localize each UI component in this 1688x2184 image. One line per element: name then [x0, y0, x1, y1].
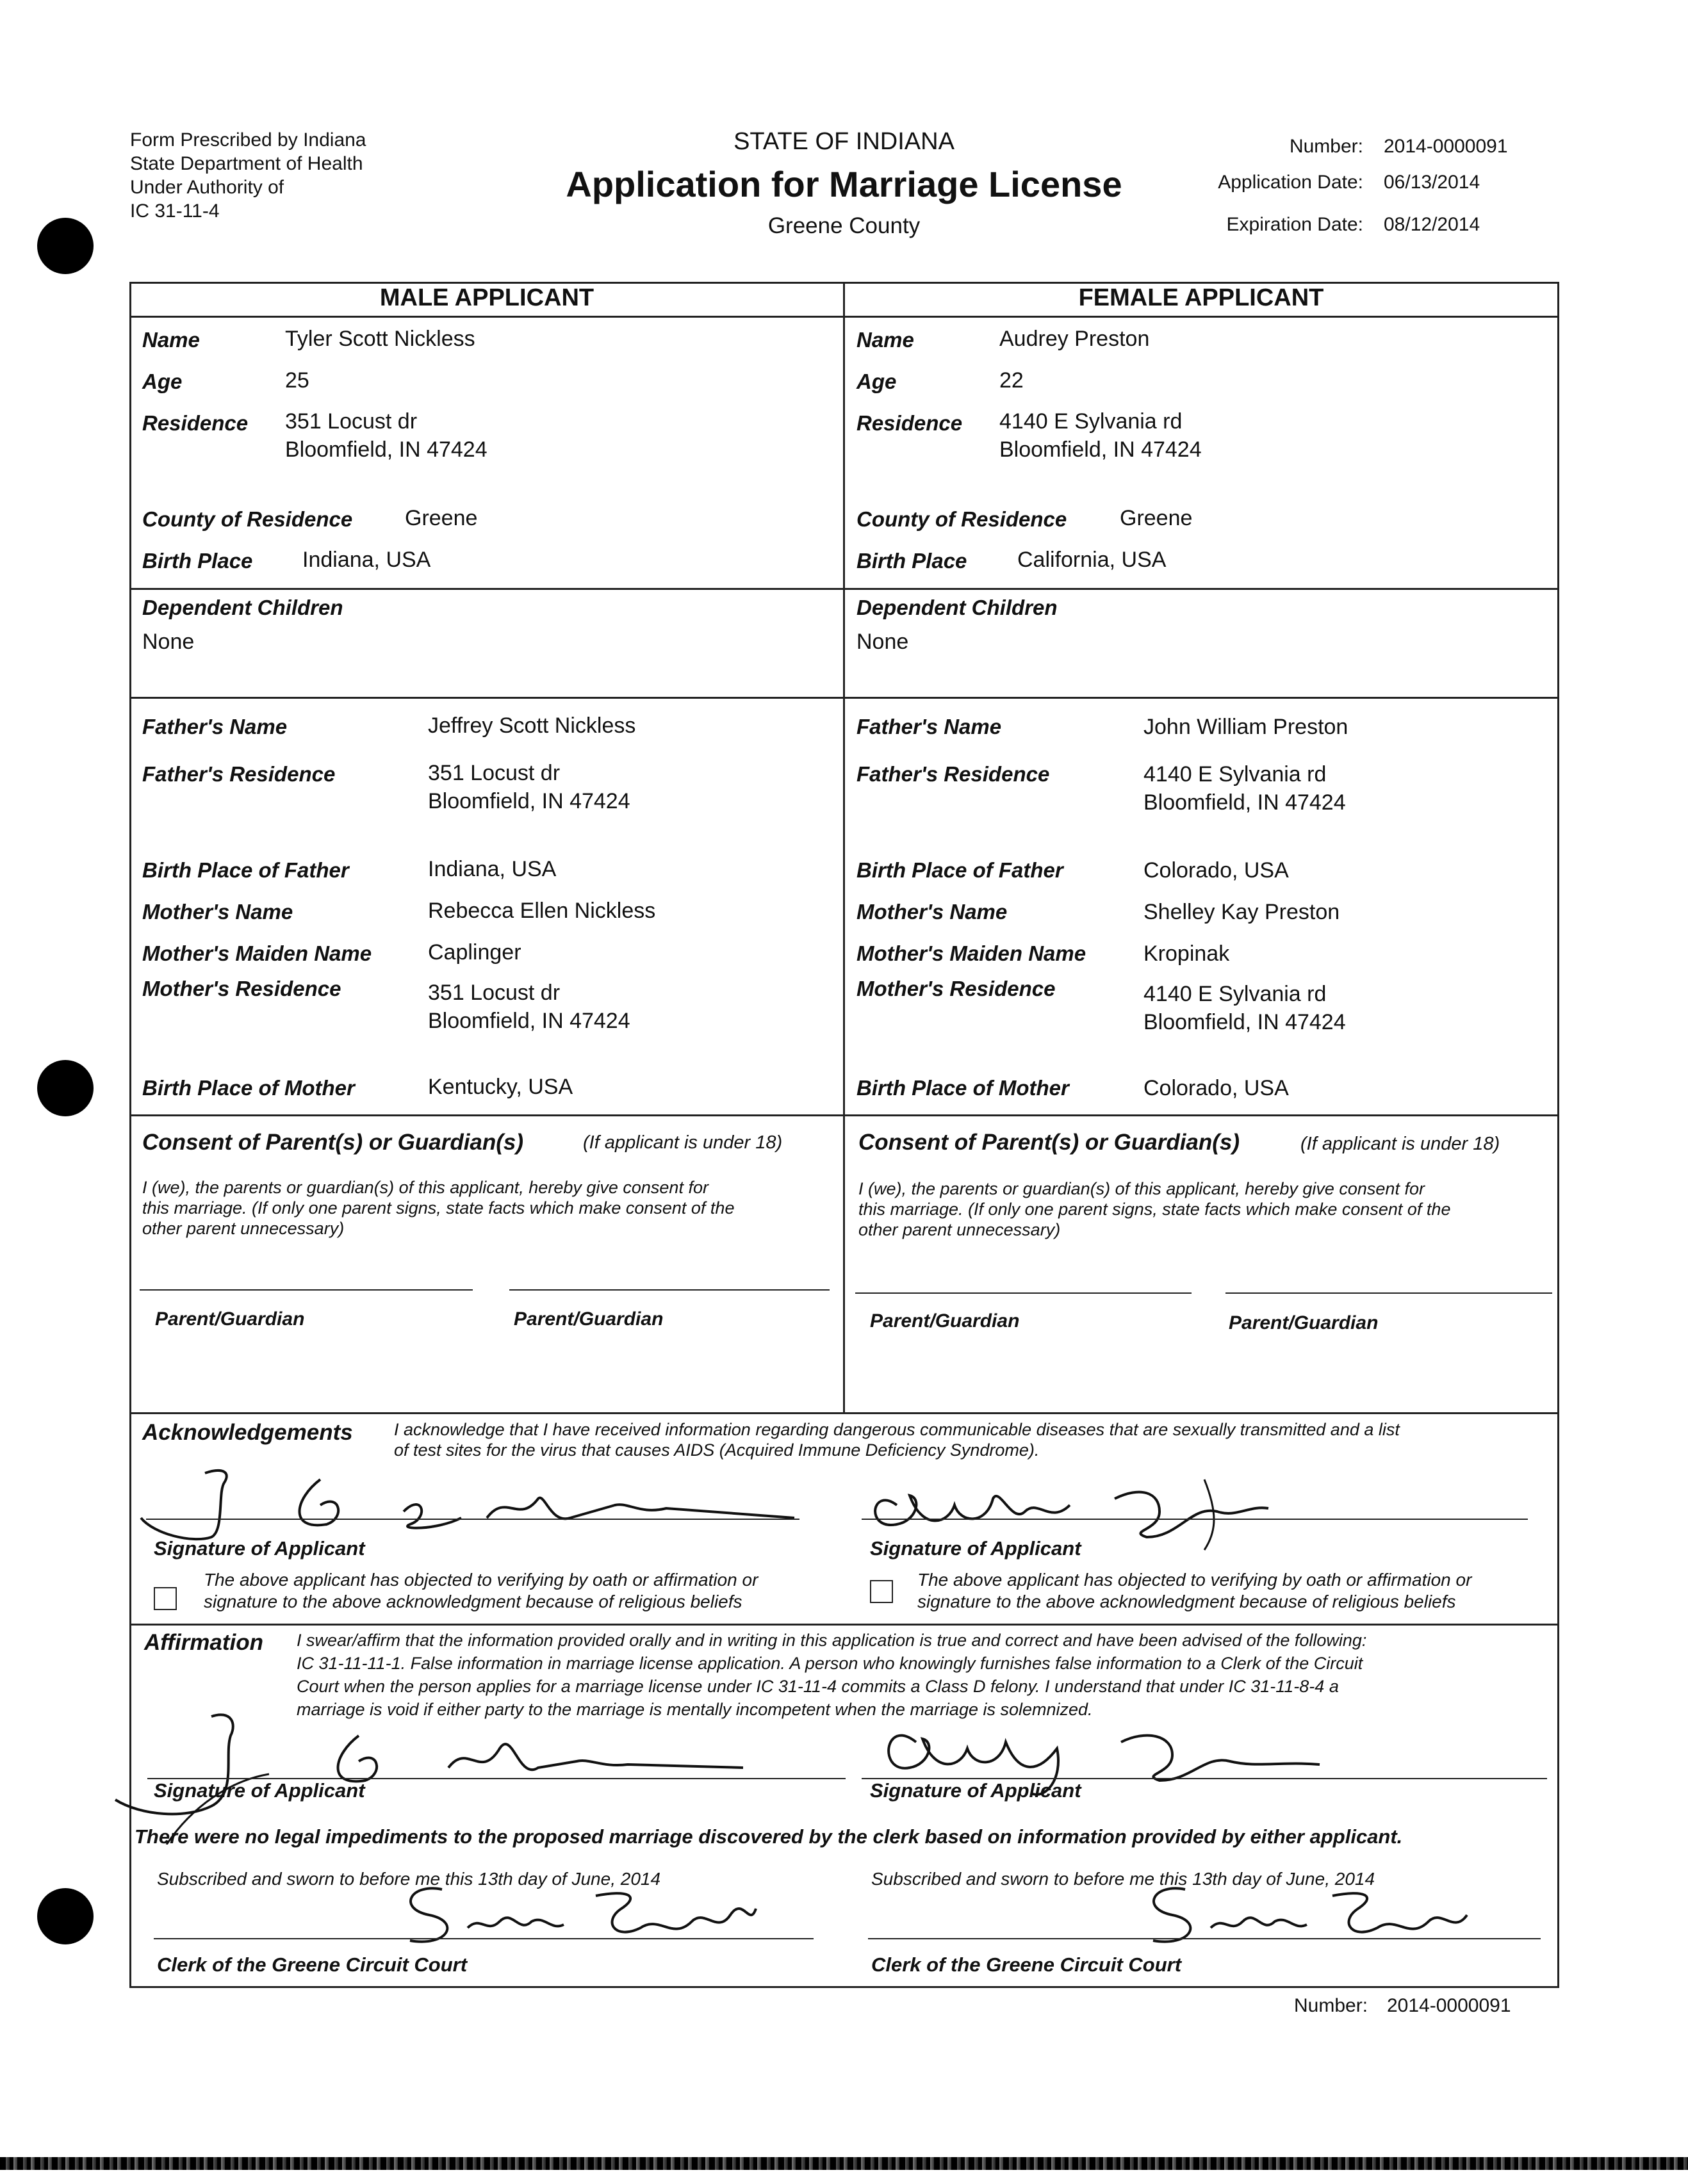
address-line: 351 Locust dr	[285, 409, 418, 434]
female-mother-res	[1143, 980, 1346, 1036]
female-aff-sig-caption: Signature of Applicant	[870, 1779, 1081, 1802]
male-consent-title: Consent of Parent(s) or Guardian(s)	[142, 1130, 524, 1155]
prescribed-line: Under Authority of	[130, 177, 284, 198]
address-line: Bloomfield, IN 47424	[1143, 790, 1346, 815]
male-dependents: None	[142, 630, 195, 654]
male-mother-res-label: Mother's Residence	[142, 977, 341, 1000]
female-parent-guardian-1: Parent/Guardian	[870, 1310, 1020, 1332]
male-father-birth-label: Birth Place of Father	[142, 858, 349, 882]
female-mother-label: Mother's Name	[856, 900, 1008, 924]
male-objection-text	[204, 1569, 758, 1613]
male-name-label: Name	[142, 328, 200, 352]
address-line: 4140 E Sylvania rd	[1143, 982, 1327, 1006]
address-line: 4140 E Sylvania rd	[999, 409, 1183, 434]
prescribed-line: IC 31-11-4	[130, 200, 220, 222]
male-mother-birth: Kentucky, USA	[428, 1075, 573, 1099]
divider	[129, 1624, 1559, 1626]
affirmation-title: Affirmation	[144, 1630, 264, 1655]
male-father: Jeffrey Scott Nickless	[428, 713, 636, 738]
female-mother: Shelley Kay Preston	[1143, 900, 1340, 924]
male-mother-birth-label: Birth Place of Mother	[142, 1076, 355, 1100]
affirmation-line: IC 31-11-11-1. False information in marriage license application. A person who knowingly furnishes false information to a Clerk of the Circuit	[297, 1654, 1363, 1673]
prescribed-line: State Department of Health	[130, 153, 363, 174]
male-county-label: County of Residence	[142, 507, 353, 531]
app-date-value: 06/13/2014	[1384, 172, 1480, 193]
address-line: 4140 E Sylvania rd	[1143, 762, 1327, 786]
female-father-res	[1143, 760, 1346, 817]
male-mother-res	[428, 979, 630, 1035]
female-clerk-caption: Clerk of the Greene Circuit Court	[871, 1953, 1182, 1976]
female-ack-sig-caption: Signature of Applicant	[870, 1537, 1081, 1560]
female-parent-sig-line-1	[855, 1292, 1192, 1294]
male-aff-sig-caption: Signature of Applicant	[154, 1779, 365, 1802]
address-line: 351 Locust dr	[428, 761, 561, 785]
male-residence-label: Residence	[142, 411, 249, 435]
footer-number-label: Number:	[1294, 1995, 1368, 2016]
objection-line: signature to the above acknowledgment because of religious beliefs	[204, 1592, 742, 1611]
objection-line: The above applicant has objected to verifying by oath or affirmation or	[204, 1570, 758, 1590]
female-name: Audrey Preston	[999, 327, 1150, 351]
male-parent-guardian-1: Parent/Guardian	[155, 1308, 305, 1330]
male-county: Greene	[405, 506, 478, 530]
female-county: Greene	[1120, 506, 1193, 530]
column-divider	[843, 282, 845, 1412]
county-title: Greene County	[767, 213, 921, 238]
male-parent-sig-line-1	[140, 1289, 473, 1291]
male-birth-label: Birth Place	[142, 549, 253, 573]
female-maiden-label: Mother's Maiden Name	[856, 941, 1086, 965]
male-maiden: Caplinger	[428, 940, 521, 965]
female-dependents-label: Dependent Children	[856, 596, 1058, 619]
male-father-res	[428, 759, 630, 815]
female-birth-label: Birth Place	[856, 549, 967, 573]
ack-title: Acknowledgements	[142, 1420, 353, 1445]
male-consent-note: (If applicant is under 18)	[583, 1132, 783, 1153]
address-line: Bloomfield, IN 47424	[999, 437, 1202, 462]
number-label: Number:	[1289, 136, 1363, 157]
male-objection-checkbox[interactable]	[154, 1587, 177, 1610]
form-title: Application for Marriage License	[566, 164, 1122, 204]
scan-edge-bar	[0, 2157, 1688, 2170]
address-line: Bloomfield, IN 47424	[428, 1009, 630, 1033]
punch-hole-middle	[37, 1060, 94, 1116]
female-father-res-label: Father's Residence	[856, 762, 1050, 786]
state-title: STATE OF INDIANA	[733, 128, 955, 155]
female-name-label: Name	[856, 328, 914, 352]
ack-line: I acknowledge that I have received information regarding dangerous communicable diseases that are sexually transmitted and a list	[394, 1420, 1400, 1439]
female-heading: FEMALE APPLICANT	[1078, 284, 1324, 311]
female-mother-res-label: Mother's Residence	[856, 977, 1056, 1000]
male-clerk-signature	[384, 1870, 769, 1953]
female-objection-text	[917, 1569, 1471, 1613]
female-age-label: Age	[856, 370, 897, 393]
address-line: Bloomfield, IN 47424	[428, 789, 630, 813]
female-father-birth-label: Birth Place of Father	[856, 858, 1063, 882]
address-line: 351 Locust dr	[428, 981, 561, 1005]
male-residence	[285, 407, 488, 464]
prescribed-line: Form Prescribed by Indiana	[130, 129, 366, 151]
male-age: 25	[285, 368, 309, 393]
male-father-label: Father's Name	[142, 715, 288, 738]
female-mother-birth-label: Birth Place of Mother	[856, 1076, 1069, 1100]
female-clerk-signature	[1127, 1870, 1486, 1953]
consent-line: other parent unnecessary)	[142, 1219, 345, 1238]
female-consent-text	[858, 1178, 1450, 1240]
male-clerk-caption: Clerk of the Greene Circuit Court	[157, 1953, 468, 1976]
affirmation-line: marriage is void if either party to the marriage is mentally incompetent when the marriage is solemnized.	[297, 1700, 1093, 1719]
male-mother: Rebecca Ellen Nickless	[428, 899, 656, 923]
female-sworn-text: Subscribed and sworn to before me this 13th day of June, 2014	[871, 1869, 1375, 1889]
exp-date-label: Expiration Date:	[1226, 214, 1363, 235]
objection-line: signature to the above acknowledgment because of religious beliefs	[917, 1592, 1456, 1611]
female-parent-sig-line-2	[1225, 1292, 1552, 1294]
female-residence-label: Residence	[856, 411, 963, 435]
female-consent-note: (If applicant is under 18)	[1300, 1134, 1500, 1154]
impediments-statement: There were no legal impediments to the proposed marriage discovered by the clerk based on information provided by either applicant.	[135, 1825, 1403, 1848]
address-line: Bloomfield, IN 47424	[285, 437, 488, 462]
male-consent-text	[142, 1177, 734, 1239]
female-residence	[999, 407, 1202, 464]
female-parent-guardian-2: Parent/Guardian	[1229, 1312, 1379, 1333]
divider	[129, 1412, 1559, 1414]
female-clerk-line	[868, 1938, 1541, 1939]
male-clerk-line	[154, 1938, 814, 1939]
ack-line: of test sites for the virus that causes AIDS (Acquired Immune Deficiency Syndrome).	[394, 1440, 1040, 1460]
female-father: John William Preston	[1143, 715, 1348, 739]
male-birth: Indiana, USA	[302, 548, 431, 572]
address-line: Bloomfield, IN 47424	[1143, 1010, 1346, 1034]
male-dependents-label: Dependent Children	[142, 596, 343, 619]
female-mother-birth: Colorado, USA	[1143, 1076, 1289, 1100]
consent-line: I (we), the parents or guardian(s) of this applicant, hereby give consent for	[142, 1178, 709, 1197]
affirmation-line: I swear/affirm that the information provided orally and in writing in this application is true and correct and have been advised of the following:	[297, 1631, 1367, 1650]
number-value: 2014-0000091	[1384, 136, 1508, 157]
female-father-birth: Colorado, USA	[1143, 858, 1289, 883]
female-birth: California, USA	[1017, 548, 1167, 572]
consent-line: this marriage. (If only one parent signs, state facts which make consent of the	[142, 1198, 735, 1218]
consent-line: this marriage. (If only one parent signs, state facts which make consent of the	[858, 1200, 1451, 1219]
female-objection-checkbox[interactable]	[870, 1580, 893, 1603]
male-maiden-label: Mother's Maiden Name	[142, 941, 372, 965]
consent-line: other parent unnecessary)	[858, 1220, 1061, 1239]
female-county-label: County of Residence	[856, 507, 1067, 531]
app-date-label: Application Date:	[1218, 172, 1363, 193]
exp-date-value: 08/12/2014	[1384, 214, 1480, 235]
male-sworn-text: Subscribed and sworn to before me this 13th day of June, 2014	[157, 1869, 661, 1889]
male-parent-guardian-2: Parent/Guardian	[514, 1308, 664, 1330]
punch-hole-bottom	[37, 1888, 94, 1944]
footer-number-value: 2014-0000091	[1387, 1995, 1511, 2016]
female-ack-sig-line	[862, 1519, 1528, 1520]
affirmation-line: Court when the person applies for a marriage license under IC 31-11-4 commits a Class D felony. I understand that under IC 31-11-8-4 a	[297, 1677, 1339, 1696]
male-affirmation-signature	[102, 1704, 807, 1845]
female-father-label: Father's Name	[856, 715, 1002, 738]
male-parent-sig-line-2	[509, 1289, 830, 1291]
female-consent-title: Consent of Parent(s) or Guardian(s)	[858, 1130, 1240, 1155]
male-father-birth: Indiana, USA	[428, 857, 557, 881]
male-ack-sig-caption: Signature of Applicant	[154, 1537, 365, 1560]
objection-line: The above applicant has objected to verifying by oath or affirmation or	[917, 1570, 1472, 1590]
male-father-res-label: Father's Residence	[142, 762, 336, 786]
male-heading: MALE APPLICANT	[379, 284, 594, 311]
male-age-label: Age	[142, 370, 183, 393]
male-mother-label: Mother's Name	[142, 900, 293, 924]
female-age: 22	[999, 368, 1024, 393]
consent-line: I (we), the parents or guardian(s) of this applicant, hereby give consent for	[858, 1179, 1425, 1198]
male-ack-sig-line	[146, 1519, 799, 1520]
female-maiden: Kropinak	[1143, 941, 1230, 966]
female-dependents: None	[856, 630, 909, 654]
male-name: Tyler Scott Nickless	[285, 327, 475, 351]
